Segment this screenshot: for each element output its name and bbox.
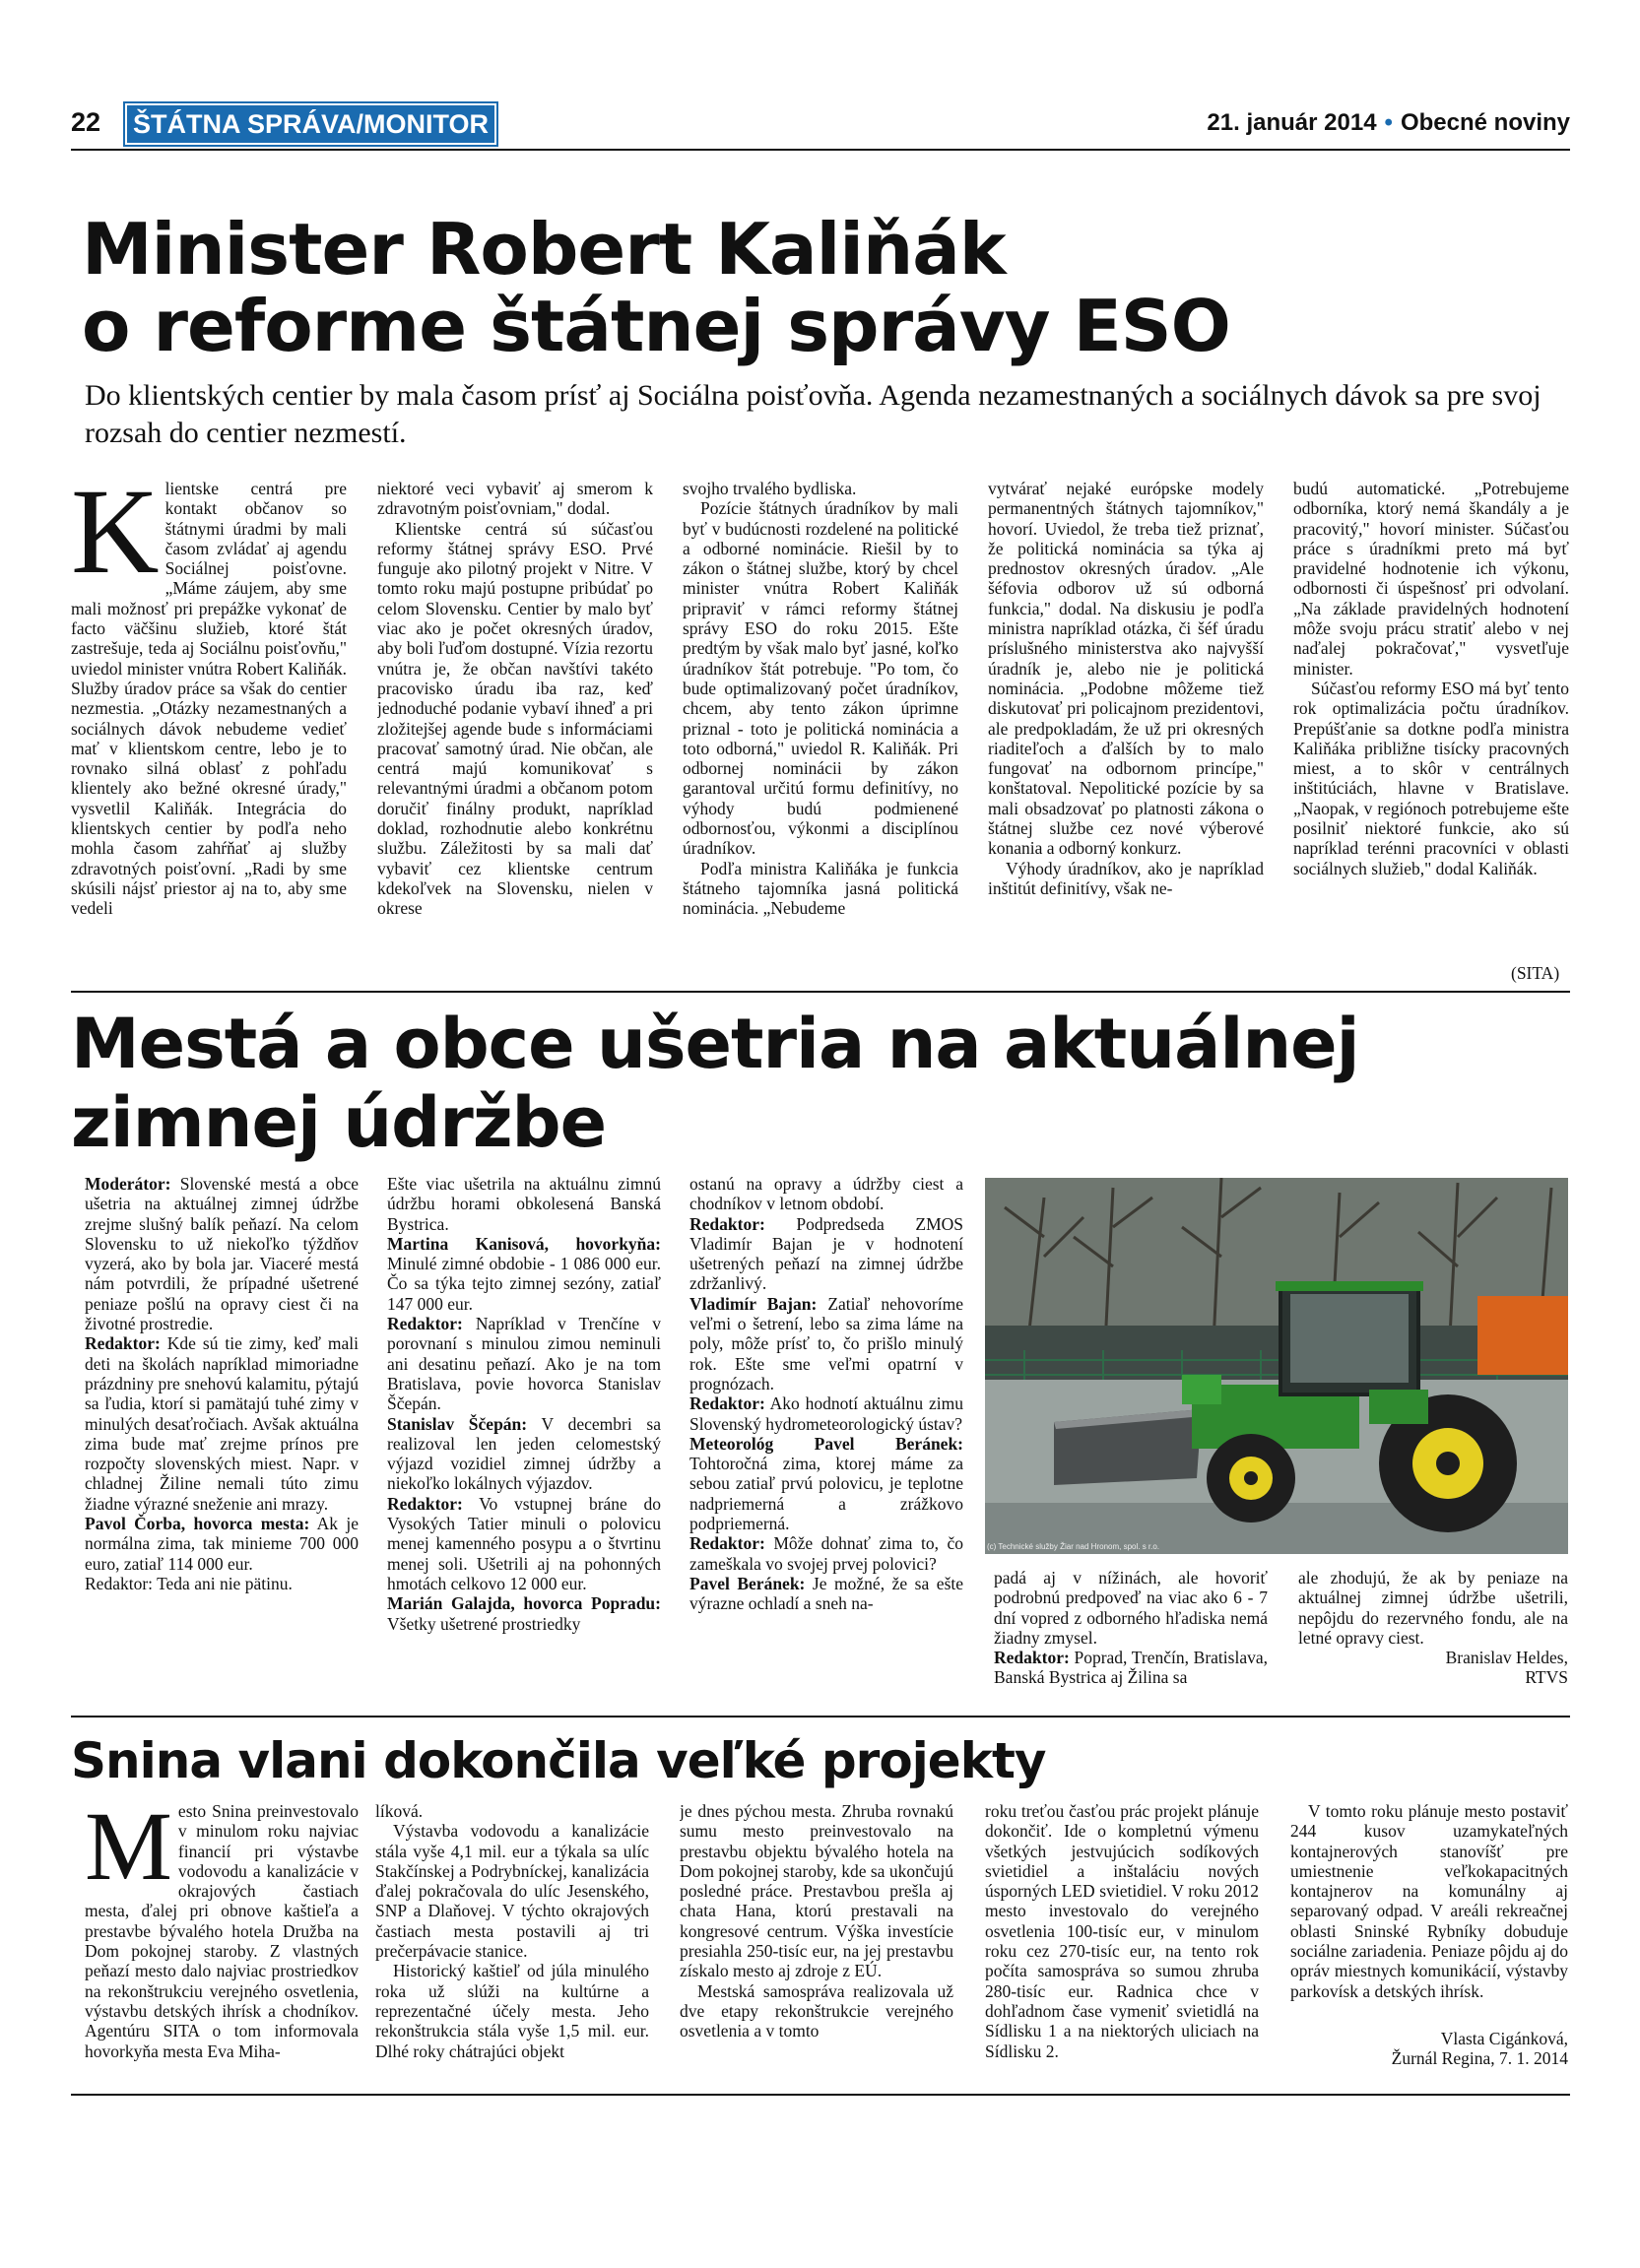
- article1-column-2: [377, 479, 653, 996]
- article1-lead: Do klientských centier by mala časom prísť aj Sociálna poisťovňa. Agenda nezamestnaných a sociálnych dávok sa pre svoj rozsah do centier nezmestí.: [85, 379, 1542, 449]
- bullet-separator: •: [1384, 109, 1393, 136]
- dialogue-paragraph: [85, 1333, 359, 1514]
- article3-paragraph: líková.: [375, 1801, 424, 1821]
- speaker-label: Pavol Čorba, hovorca mesta:: [85, 1514, 310, 1534]
- header-right: [1207, 109, 1570, 137]
- speaker-label: Redaktor:: [387, 1314, 463, 1334]
- article3-paragraph: je dnes pýchou mesta. Zhruba rovnakú sumu mesto preinvestovalo na prestavbu objektu bývalého hotela na Dom pokojnej staroby, kde sa ukončujú posledné práce. Prestavbou prešla aj chata Hana, ktorú prestavali na kongresové centrum. Výška investície presiahla 250-tisíc eur, na jej prestavbu získalo mesto aj zdroje z EÚ.: [680, 1801, 953, 1981]
- article1-title-line2: o reforme štátnej správy ESO: [82, 285, 1230, 367]
- article3-paragraph: roku treťou časťou prác projekt plánuje dokončiť. Ide o kompletnú výmenu všetkých jestvujúcich sodíkových svietidiel a inštaláciu nových úsporných LED svietidiel. V roku 2012 mesto investovalo do verejného osvetlenia 100-tisíc eur, v minulom roku cez 270-tisíc eur, na tento rok počíta samospráva so sumou zhruba 280-tisíc eur. Radnica chce v dohľadnom čase vymeniť svietidlá na Sídlisku 1 a na niektorých uliciach na Sídlisku 2.: [985, 1801, 1259, 2061]
- article2-title-line1: Mestá a obce ušetria na aktuálnej: [71, 1004, 1359, 1084]
- speaker-label: Vladimír Bajan:: [689, 1293, 818, 1314]
- section-label: ŠTÁTNA SPRÁVA/MONITOR: [127, 105, 494, 143]
- article1-paragraph: niektoré veci vybaviť aj smerom k zdravotným poisťovniam," dodal.: [377, 479, 653, 519]
- article3-column-1: [85, 1801, 359, 2087]
- speaker-label: Redaktor:: [689, 1393, 765, 1414]
- article3-paragraph: Mestská samospráva realizovala už dve etapy rekonštrukcie verejného osvetlenia a v tomto: [680, 1980, 953, 2041]
- article2-column-2: [387, 1174, 661, 1696]
- article2-column-4: [994, 1568, 1268, 1696]
- speaker-label: Moderátor:: [85, 1174, 171, 1194]
- dialogue-paragraph: [387, 1494, 661, 1593]
- article2-headline: [71, 1004, 1548, 1162]
- dialogue-paragraph: [85, 1514, 359, 1574]
- article1-paragraph: vytvárať nejaké európske modely permanentných štátnych tajomníkov," hovorí. Uviedol, že treba tiež priznať, že politická nominácia sa týka aj prednostov okresných úradov. „Ale šéfovia odborov už sú odborná funkcia," dodal. Na diskusiu je podľa ministra napríklad otázka, či šéf úradu príslušného ministerstva ako najvyšší úradník je, alebo nie je politická nominácia. „Podobne môžeme tiež diskutovať pri policajnom prezidentovi, ale predpokladám, že už pri okresných riaditeľoch a ďalších by to malo fungovať na odbornom princípe," konštatoval. Nepolitické pozície by sa mali obsadzovať po platnosti zákona o štátnej službe cez nové výberové konania a odborný konkurz.: [988, 479, 1264, 859]
- dialogue-text: Podpredseda ZMOS Vladimír Bajan je v hodnotení ušetrených peňazí na zimnej údržbe zdržanlivý.: [689, 1213, 963, 1294]
- dialogue-text: Slovenské mestá a obce ušetria na aktuálnej zimnej údržbe zrejme slušný balík peňazí. Na celom Slovensku to už niekoľko týždňov vyzerá, ako by bola jar. Viaceré mestá nám potvrdili, že prípadné ušetrené peniaze pošlú na opravy ciest či na životné prostredie.: [85, 1174, 359, 1334]
- newspaper-name: Obecné noviny: [1400, 109, 1570, 136]
- article2-column-3: [689, 1174, 963, 1696]
- speaker-label: Stanislav Ščepán:: [387, 1413, 528, 1434]
- article3-headline: Snina vlani dokončila veľké projekty: [71, 1732, 1046, 1789]
- article3-paragraph: Výstavba vodovodu a kanalizácie stála vyše 4,1 mil. eur a týkala sa ulíc Stakčínskej a Podrybníckej, kanalizácia ďalej pokračovala do ulíc Jesenského, SNP a Dlaňovej. V týchto okrajových častiach mesta postavili aj tri prečerpávacie stanice.: [375, 1821, 649, 1962]
- dialogue-paragraph: [85, 1574, 359, 1593]
- article1-source: (SITA): [1511, 963, 1560, 983]
- article1-paragraph: Súčasťou reformy ESO má byť tento rok optimalizácia počtu úradníkov. Prepúšťanie sa dotkne podľa ministra Kaliňáka približne tisícky pracovných miest, a to skôr v centrálnych inštitúciách, hlavne v Bratislave. „Naopak, v regiónoch potrebujeme ešte posilniť niektoré funkcie, ako sú napríklad terénni pracovníci v oblasti sociálnych služieb," dodal Kaliňák.: [1293, 678, 1569, 878]
- dialogue-text: Všetky ušetrené prostriedky: [387, 1613, 581, 1634]
- dialogue-paragraph: [994, 1568, 1268, 1648]
- photo-credit: (c) Technické služby Žiar nad Hronom, spol. s r.o.: [987, 1542, 1160, 1551]
- dialogue-text: padá aj v nížinách, ale hovoriť podrobnú predpoveď na viac ako 6 - 7 dní vopred z odborného hľadiska nemá žiadny zmysel.: [994, 1568, 1268, 1648]
- dialogue-paragraph: [85, 1174, 359, 1333]
- dialogue-text: Je možné, že sa ešte výrazne ochladí a sneh na-: [689, 1573, 963, 1614]
- article1-headline: [82, 208, 1559, 367]
- speaker-label: Redaktor:: [387, 1493, 463, 1514]
- dialogue-text: Ešte viac ušetrila na aktuálnu zimnú údržbu horami obkolesená Banská Bystrica.: [387, 1174, 661, 1234]
- speaker-label: Redaktor:: [994, 1648, 1070, 1668]
- dialogue-text: Napríklad v Trenčíne v porovnaní s minulou zimou neminuli ani desatinu peňazí. Ako je na tom Bratislava, povie hovorca Stanislav Ščepán.: [387, 1314, 661, 1414]
- speaker-label: Meteorológ Pavel Beránek:: [689, 1433, 963, 1454]
- article-divider: [71, 991, 1570, 993]
- article3-column-5: [1290, 1801, 1568, 2087]
- article2-title-line2: zimnej údržbe: [71, 1082, 607, 1163]
- speaker-label: Martina Kanisová, hovorkyňa:: [387, 1233, 661, 1254]
- dropcap: K: [71, 479, 160, 599]
- article3-paragraph: V tomto roku plánuje mesto postaviť 244 kusov uzamykateľných kontajnerových stanovíšť pre umiestnenie veľkokapacitných kontajnerov na komunálny aj separovaný odpad. V areáli rekreačnej oblasti Sninské Rybníky dobuduje sociálne zariadenia. Peniaze pôjdu aj do opráv miestnych komunikácií, výstavby parkovísk a detských ihrísk.: [1290, 1801, 1568, 2001]
- speaker-label: Redaktor:: [689, 1533, 765, 1554]
- speaker-label: Marián Galajda, hovorca Popradu:: [387, 1593, 661, 1614]
- dialogue-text: Zatiaľ nehovoríme veľmi o šetrení, lebo sa zima láme na poly, môže prísť to, čo prišlo minulý rok. Ešte sme veľmi opatrní v prognózach.: [689, 1293, 963, 1393]
- article2-author-org: RTVS: [1525, 1667, 1568, 1688]
- article3-column-3: [680, 1801, 953, 2087]
- article1-paragraph: Výhody úradníkov, ako je napríklad inštitút definitívy, však ne-: [988, 858, 1264, 898]
- page-number: 22: [71, 107, 101, 137]
- dialogue-text: Redaktor: Teda ani nie pätinu.: [85, 1573, 293, 1593]
- article2-author: Branislav Heldes,: [1445, 1648, 1568, 1668]
- header-rule: [71, 149, 1570, 151]
- article3-author: Vlasta Cigánková,: [1440, 2028, 1568, 2048]
- dialogue-text: Poprad, Trenčín, Bratislava, Banská Bystrica aj Žilina sa: [994, 1648, 1268, 1688]
- article-divider: [71, 1716, 1570, 1717]
- article3-source: Žurnál Regina, 7. 1. 2014: [1391, 2048, 1568, 2069]
- dialogue-paragraph: [387, 1593, 661, 1634]
- dialogue-text: ostanú na opravy a údržby ciest a chodníkov v letnom období.: [689, 1174, 963, 1214]
- article2-column-5: [1298, 1568, 1568, 1696]
- article3-paragraph: Historický kaštieľ od júla minulého roka už slúži na kultúrne a reprezentačné účely mesta. Jeho rekonštrukcia stála vyše 1,5 mil. eur. Dlhé roky chátrajúci objekt: [375, 1961, 649, 2061]
- dialogue-text: Ak je normálna zima, tak minieme 700 000 euro, zatiaľ 114 000 eur.: [85, 1514, 359, 1574]
- tractor-snowplow-image: [985, 1178, 1568, 1554]
- page-header: [71, 105, 1570, 147]
- dialogue-paragraph: [387, 1234, 661, 1314]
- speaker-label: Pavel Beránek:: [689, 1573, 806, 1593]
- dialogue-text: V decembri sa realizoval len jeden celomestský výjazd vozidiel zimnej údržby a niekoľko lokálnych výjazdov.: [387, 1413, 661, 1494]
- dialogue-paragraph: [387, 1414, 661, 1494]
- dialogue-text: Minulé zimné obdobie - 1 086 000 eur. Čo sa týka tejto zimnej sezóny, zatiaľ 147 000 eur.: [387, 1254, 661, 1314]
- speaker-label: Redaktor:: [689, 1213, 765, 1234]
- article2-column-1: [85, 1174, 359, 1696]
- dialogue-text: Kde sú tie zimy, keď mali deti na školách napríklad mimoriadne prázdniny pre snehovú kalamitu, pýtajú sa ľudia, ktorí si pamätajú tuhé zimy v minulých desaťročiach. Avšak aktuálna zima bude mať zrejme prínos pre rozpočty slovenských miest. Napr. v chladnej Žiline nemali túto zimu žiadne výrazné sneženie ani mrazy.: [85, 1333, 359, 1514]
- article1-paragraph: svojho trvalého bydliska.: [683, 479, 857, 498]
- dialogue-text: Vo vstupnej bráne do Vysokých Tatier minuli o polovicu menej kamenného posypu a o štvrtinu menej soli. Ušetrili aj na pohonných hmotách celkovo 12 000 eur.: [387, 1493, 661, 1593]
- article1-paragraph: budú automatické. „Potrebujeme odborníka, ktorý nemá škandály a je pracovitý," hovorí minister. Súčasťou práce s úradníkmi preto má byť pravidelné hodnotenie ich výkonu, odbornosti či úspešnosť pri odvolaní. „Na základe pravidelných hodnotení môže svoju prácu stratiť alebo v nej naďalej pokračovať," vysvetľuje minister.: [1293, 479, 1569, 679]
- dialogue-paragraph: [689, 1393, 963, 1434]
- dialogue-paragraph: [689, 1294, 963, 1393]
- article3-paragraph: esto Snina preinvestovalo v minulom roku najviac financií pri výstavbe vodovodu a kanalizácie v okrajových častiach mesta, ďalej pri obnove kaštieľa a prestavbe bývalého hotela Družba na Dom pokojnej staroby. Z vlastných peňazí mesto dalo najviac prostriedkov na rekonštrukciu verejného osvetlenia, výstavbu detských ihrísk a chodníkov. Agentúru SITA o tom informovala hovorkyňa mesta Eva Miha-: [85, 1801, 359, 2061]
- dialogue-text: Tohtoročná zima, ktorej máme za sebou zatiaľ prvú polovicu, je teplotne nadpriemerná a zrážkovo podpriemerná.: [689, 1454, 963, 1534]
- article1-paragraph: Klientske centrá sú súčasťou reformy štátnej správy ESO. Prvé funguje ako pilotný projekt v Nitre. V tomto roku majú postupne pribúdať po celom Slovensku. Centier by malo byť viac ako je počet okresných úradov, aby boli ľuďom dostupné. Vízia rezortu vnútra je, že občan navštívi takéto pracovisko úradu iba raz, keď jednoduché podanie vybaví ihneď a pri zložitejšej agende bude s informáciami pracovať samotný úrad. Nie občan, ale centrá majú komunikovať s relevantnými úradmi a občanom potom doručiť finálny produkt, napríklad doklad, rozhodnutie alebo konkrétnu službu. Záležitosti by sa mali dať vybaviť cez klientske centrum kdekoľvek na Slovensku, nielen v okrese: [377, 518, 653, 919]
- tractor-photo: [985, 1178, 1568, 1554]
- article1-column-4: [988, 479, 1264, 996]
- dialogue-text: Môže dohnať zima to, čo zameškala vo svojej prvej polovici?: [689, 1533, 963, 1574]
- issue-date: 21. január 2014: [1207, 109, 1377, 136]
- dialogue-paragraph: [387, 1174, 661, 1234]
- article3-column-4: [985, 1801, 1259, 2087]
- dialogue-paragraph: [689, 1574, 963, 1614]
- dropcap: M: [85, 1801, 172, 1901]
- article3-column-2: [375, 1801, 649, 2087]
- page-bottom-rule: [71, 2094, 1570, 2096]
- article2-paragraph: ale zhodujú, že ak by peniaze na aktuálnej zimnej údržbe ušetrili, nepôjdu do rezervného fondu, ale na letné opravy ciest.: [1298, 1568, 1568, 1648]
- dialogue-text: Ako hodnotí aktuálnu zimu Slovenský hydrometeorologický ústav?: [689, 1393, 963, 1434]
- article1-paragraph: lientske centrá pre kontakt občanov so štátnymi úradmi by mali časom zvládať aj agendu Sociálnej poisťovne. „Máme záujem, aby sme mali možnosť pri prepážke vykonať de facto väčšinu služieb, ktoré štát zastrešuje, teda aj Sociálnu poisťovňu," uviedol minister vnútra Robert Kaliňák. Služby úradov práce sa však do centier nezmestia. „Otázky nezamestnaných a sociálnych dávok nebudeme vedieť mať v klientskom centre, lebo je to rovnako silná oblasť z pohľadu klientely ako bežné okresné úrady," vysvetlil Kaliňák. Integrácia do klientskych centier by podľa neho mohla časom zahŕňať aj služby zdravotných poisťovní. „Radi by sme skúsili nájsť priestor aj na to, aby sme vedeli: [71, 479, 347, 919]
- dialogue-paragraph: [689, 1533, 963, 1574]
- dialogue-paragraph: [689, 1214, 963, 1294]
- article1-column-3: [683, 479, 958, 996]
- article1-title-line1: Minister Robert Kaliňák: [82, 208, 1006, 291]
- speaker-label: Redaktor:: [85, 1333, 161, 1354]
- article1-column-1: [71, 479, 347, 996]
- dialogue-paragraph: [689, 1434, 963, 1533]
- article1-column-5: [1293, 479, 1569, 951]
- dialogue-paragraph: [994, 1648, 1268, 1688]
- dialogue-paragraph: [387, 1314, 661, 1413]
- article1-paragraph: Podľa ministra Kaliňáka je funkcia štátneho tajomníka jasná politická nominácia. „Nebudeme: [683, 858, 958, 919]
- article1-paragraph: Pozície štátnych úradníkov by mali byť v budúcnosti rozdelené na politické a odborné nominácie. Riešil by to zákon o štátnej službe, ktorý by chcel minister vnútra Robert Kaliňák pripraviť v rámci reformy štátnej správy ESO do roku 2015. Ešte predtým by však malo byť jasné, koľko úradníkov štát potrebuje. "Po tom, čo bude optimalizovaný počet úradníkov, chcem, aby tento zákon úprimne priznal - toto je politická nominácia a toto odborná," uviedol R. Kaliňák. Pri odbornej nominácii by zákon garantoval určitú formu definitívy, no výhody budú podmienené odbornosťou, výkonmi a disciplínou úradníkov.: [683, 498, 958, 859]
- dialogue-paragraph: [689, 1174, 963, 1214]
